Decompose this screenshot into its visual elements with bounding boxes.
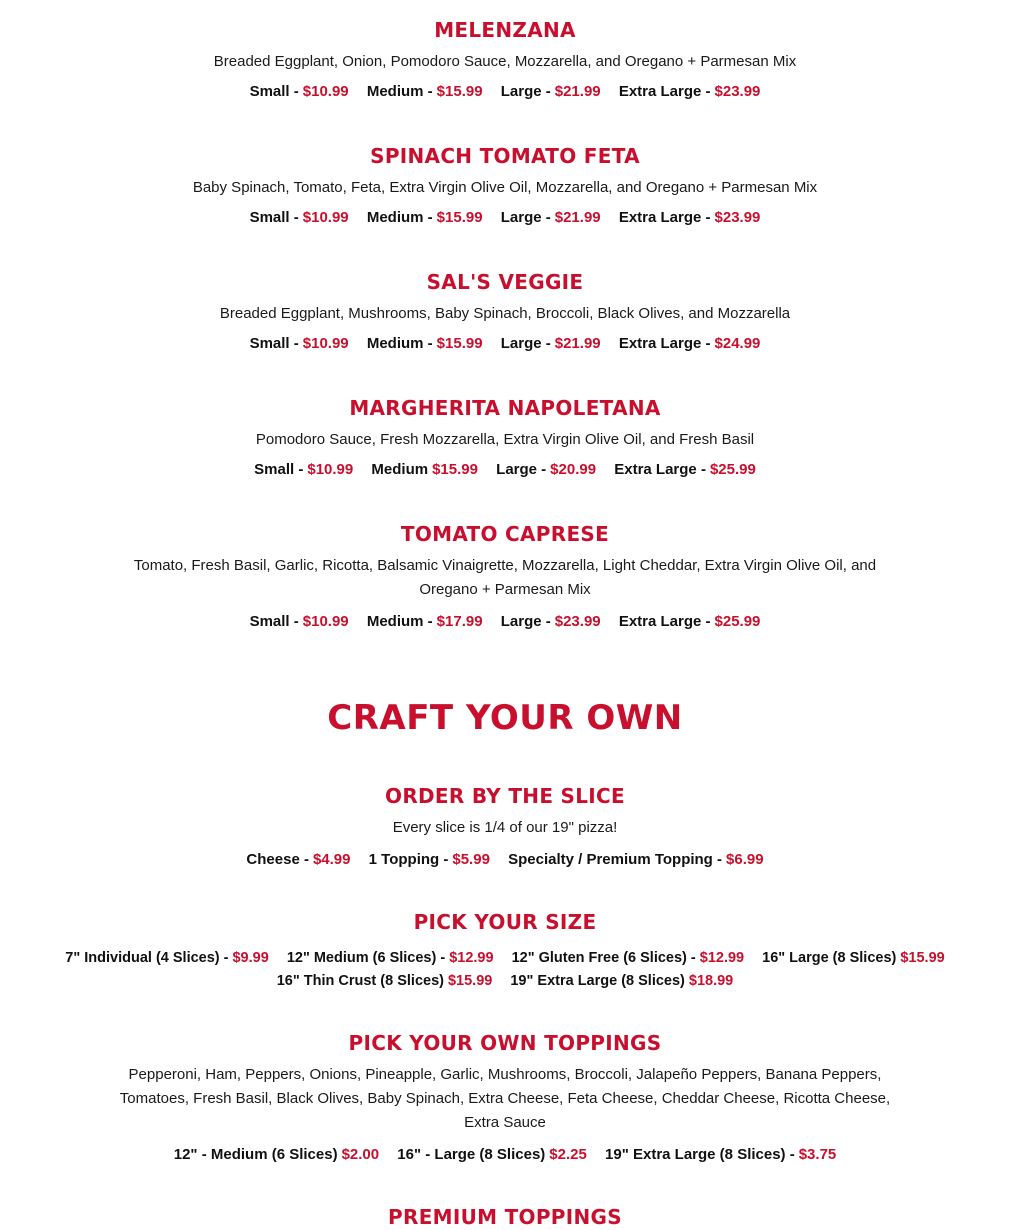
pizza-description: Pomodoro Sauce, Fresh Mozzarella, Extra Virgin Olive Oil, and Fresh Basil	[255, 431, 755, 448]
pizza-title: SAL'S VEGGIE	[426, 270, 584, 294]
price-row	[0, 334, 1010, 354]
price-small: Small - $10.99	[254, 461, 354, 478]
price-small: Small - $10.99	[249, 209, 349, 226]
slice-price-row	[0, 850, 1010, 870]
price-specialty: Specialty / Premium Topping - $6.99	[508, 851, 764, 868]
section-title: CRAFT YOUR OWN	[327, 698, 683, 738]
pizza-title: SPINACH TOMATO FETA	[370, 144, 640, 168]
slice-title: ORDER BY THE SLICE	[385, 784, 625, 808]
premium-title: PREMIUM TOPPINGS	[388, 1205, 622, 1229]
pizza-tomato-caprese	[0, 522, 1010, 632]
pizza-description: Breaded Eggplant, Mushrooms, Baby Spinach, Broccoli, Black Olives, and Mozzarella	[219, 305, 791, 322]
price-medium: Medium - $15.99	[366, 335, 483, 352]
price-row	[0, 82, 1010, 102]
price-one-topping: 1 Topping - $5.99	[368, 851, 490, 868]
pick-your-own-toppings	[0, 1031, 1010, 1165]
price-small: Small - $10.99	[249, 83, 349, 100]
price-row	[0, 460, 1010, 480]
pick-your-size	[0, 910, 1010, 991]
price-medium: 12" Medium (6 Slices) - $12.99	[286, 950, 494, 966]
size-price-row-1	[0, 948, 1010, 968]
pizza-spinach-tomato-feta	[0, 144, 1010, 228]
pizza-description: Breaded Eggplant, Onion, Pomodoro Sauce, Mozzarella, and Oregano + Parmesan Mix	[213, 53, 797, 70]
price-medium: Medium - $17.99	[366, 613, 483, 630]
slice-description: Every slice is 1/4 of our 19" pizza!	[392, 819, 618, 836]
pizza-description: Tomato, Fresh Basil, Garlic, Ricotta, Balsamic Vinaigrette, Mozzarella, Light Cheddar, Extra Virgin Olive Oil, and Oregano + Parmesan Mix	[133, 557, 877, 598]
pizza-title: MELENZANA	[434, 18, 576, 42]
price-medium: Medium $15.99	[371, 461, 478, 478]
pizza-melenzana	[0, 18, 1010, 102]
price-thin-crust: 16" Thin Crust (8 Slices) $15.99	[276, 973, 493, 989]
price-large: Large - $23.99	[500, 613, 601, 630]
price-small: Small - $10.99	[249, 335, 349, 352]
price-large: Large - $21.99	[500, 209, 601, 226]
toppings-description: Pepperoni, Ham, Peppers, Onions, Pineapple, Garlic, Mushrooms, Broccoli, Jalapeño Peppers, Banana Peppers, Tomatoes, Fresh Basil, Black Olives, Baby Spinach, Extra Cheese, Feta Cheese, Cheddar Cheese, Ricotta Cheese, Extra Sauce	[119, 1066, 891, 1131]
price-row	[0, 208, 1010, 228]
pizza-title: MARGHERITA NAPOLETANA	[349, 396, 661, 420]
price-large: Large - $21.99	[500, 83, 601, 100]
toppings-price-row	[0, 1145, 1010, 1165]
price-medium: Medium - $15.99	[366, 83, 483, 100]
price-medium: Medium - $15.99	[366, 209, 483, 226]
toppings-title: PICK YOUR OWN TOPPINGS	[348, 1031, 662, 1055]
price-extra-large: Extra Large - $24.99	[618, 335, 761, 352]
price-topping-medium: 12" - Medium (6 Slices) $2.00	[173, 1146, 380, 1163]
pizza-margherita-napoletana	[0, 396, 1010, 480]
price-extra-large: Extra Large - $25.99	[614, 461, 756, 478]
order-by-slice	[0, 784, 1010, 870]
section-craft-your-own	[0, 698, 1010, 738]
price-large: 16" Large (8 Slices) $15.99	[762, 950, 945, 966]
price-cheese: Cheese - $4.99	[246, 851, 351, 868]
premium-toppings	[0, 1205, 1010, 1229]
price-row	[0, 612, 1010, 632]
price-extra-large: Extra Large - $23.99	[618, 83, 761, 100]
price-extra-large: 19" Extra Large (8 Slices) $18.99	[510, 973, 734, 989]
price-gluten-free: 12" Gluten Free (6 Slices) - $12.99	[511, 950, 745, 966]
price-extra-large: Extra Large - $23.99	[618, 209, 761, 226]
pizza-sals-veggie	[0, 270, 1010, 354]
price-extra-large: Extra Large - $25.99	[618, 613, 761, 630]
pizza-title: TOMATO CAPRESE	[400, 522, 610, 546]
pizza-description: Baby Spinach, Tomato, Feta, Extra Virgin Olive Oil, Mozzarella, and Oregano + Parmesan Mix	[192, 179, 818, 196]
size-price-row-2	[0, 971, 1010, 991]
price-topping-extra-large: 19" Extra Large (8 Slices) - $3.75	[605, 1146, 837, 1163]
price-large: Large - $21.99	[500, 335, 601, 352]
size-title: PICK YOUR SIZE	[413, 910, 597, 934]
price-small: Small - $10.99	[249, 613, 349, 630]
price-topping-large: 16" - Large (8 Slices) $2.25	[397, 1146, 587, 1163]
price-individual: 7" Individual (4 Slices) - $9.99	[65, 950, 269, 966]
price-large: Large - $20.99	[496, 461, 597, 478]
